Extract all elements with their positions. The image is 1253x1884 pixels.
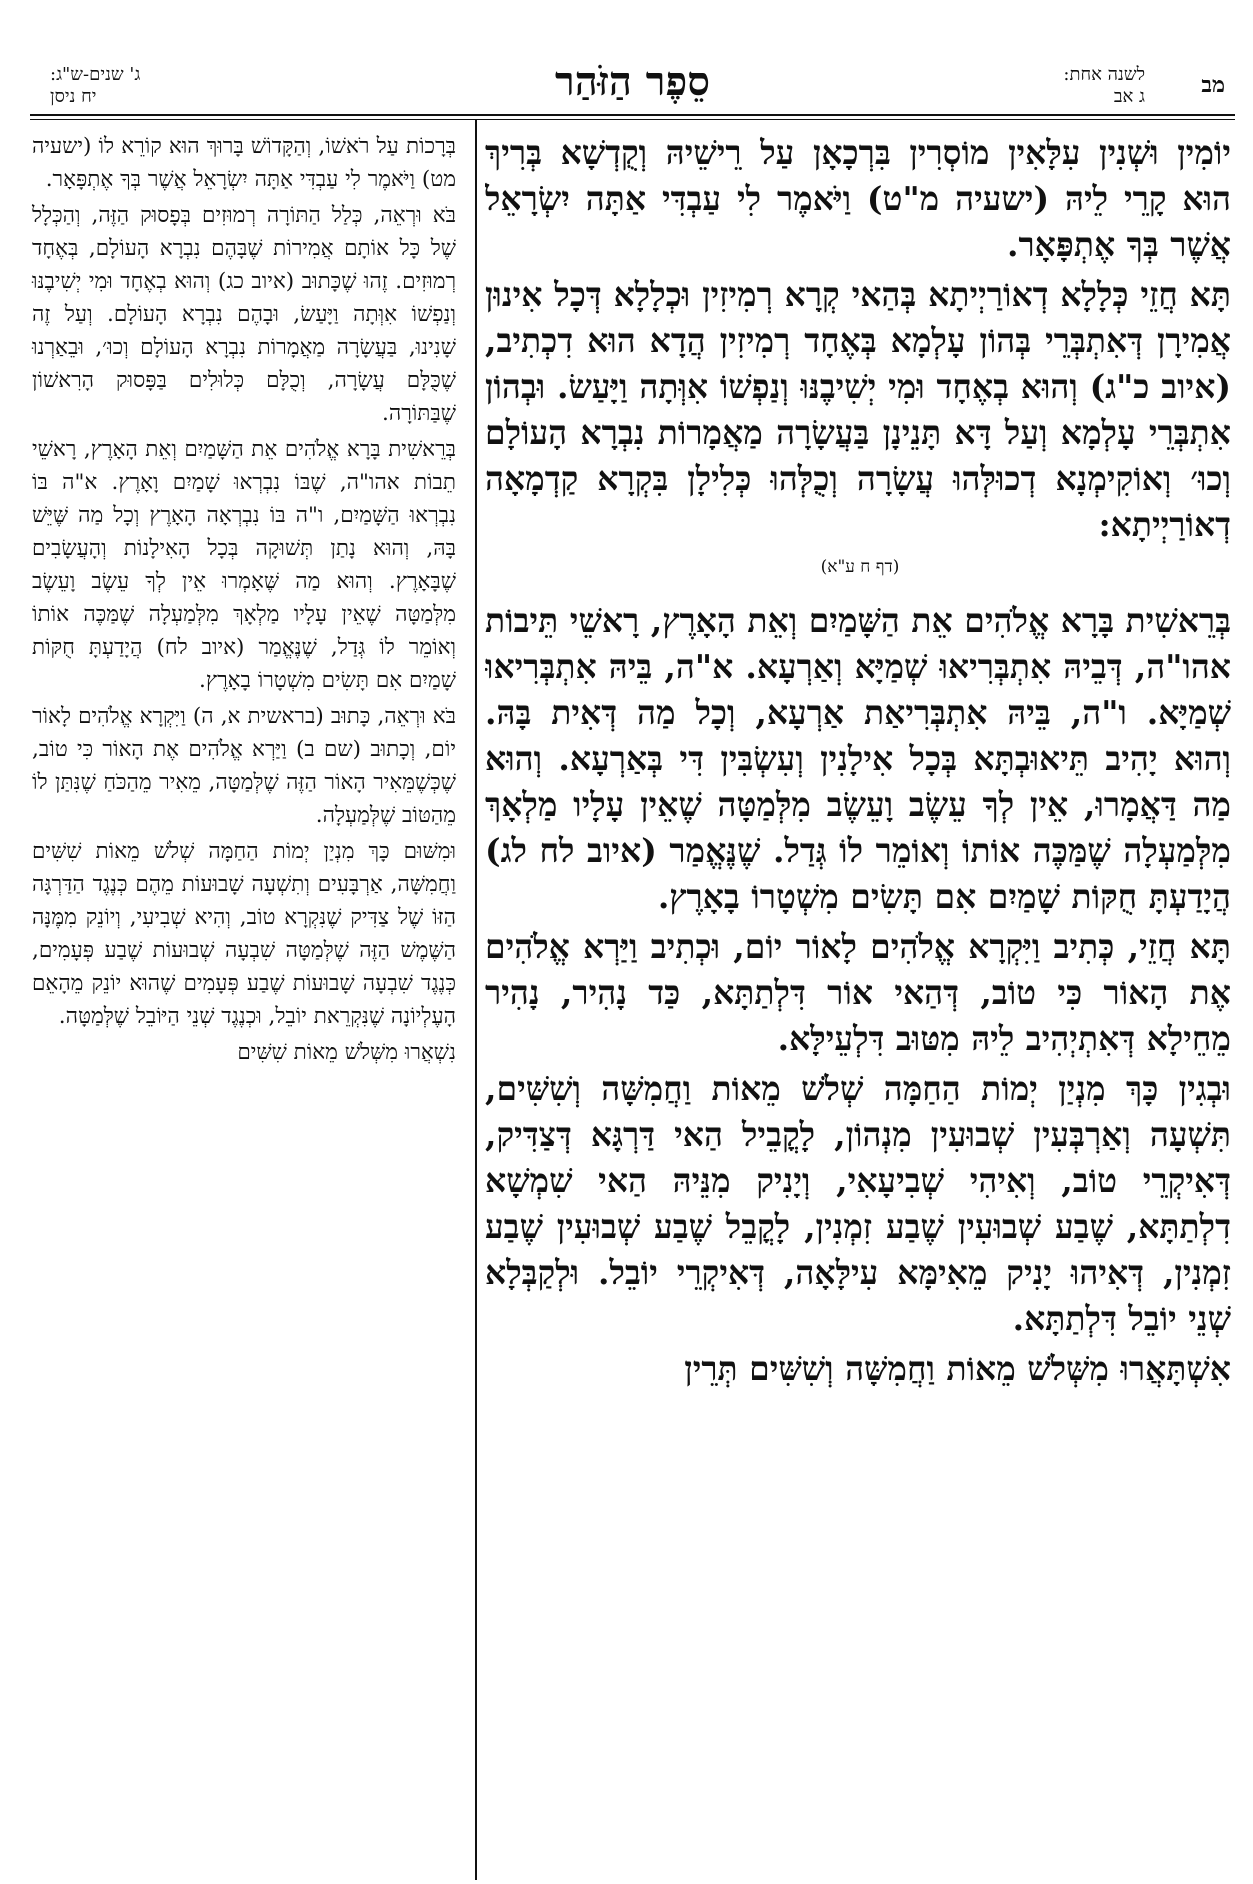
schedule-three-years [50,64,140,108]
book-title: סֵפֶר הַזֹּהַר [555,58,710,105]
commentary-paragraph: נִשְׁאֲרוּ מִשְּׁלֹשׁ מֵאוֹת שִׁשִּׁים [237,1040,456,1065]
schedule-one-year-date: ג אב [1113,86,1145,107]
main-paragraph: וּבְגִין כָּךְ מִנְיַן יְמוֹת הַחַמָּה שְׁלֹשׁ מֵאוֹת וַחֲמִשָּׁה וְשִׁשִּׁים, תִּשְׁעָה וְאַרְבְּעִין שְׁבוּעִין מִנְהוֹן, לָקֳבֵיל הַאי דַּרְגָּא דְּצַדִּיק, דְּאִיקְרֵי טוֹב, וְאִיהִי שְׁבִיעָאִי, וְיָנִיק מִנֵּיהּ הַאי שִׁמְשָׁא דִלְתַתָּא, שֶׁבַע שְׁבוּעִין שֶׁבַע זִמְנִין, לָקֳבֵל שֶׁבַע שְׁבוּעִין שֶׁבַע זִמְנִין, דְּאִיהוּ יָנִיק מֵאִימָּא עִילָּאָה, דְּאִיקְרֵי יוֹבֵל. וּלְקַבְּלָא שְׁנֵי יוֹבֵל דִּלְתַתָּא. [485,1069,1231,1338]
commentary-paragraph: וּמִשּׁוּם כָּךְ מִנְיַן יְמוֹת הַחַמָּה שְׁלֹשׁ מֵאוֹת שִׁשִּׁים וַחֲמִשָּׁה, אַרְבָּעִים וְתִשְׁעָה שָׁבוּעוֹת מֵהֶם כְּנֶגֶד הַדַּרְגָּה הַזּוֹ שֶׁל צַדִּיק שֶׁנִּקְרָא טוֹב, וְהִיא שְׁבִיעִי, וְיוֹנֵק מִמֶּנָּה הַשֶּׁמֶשׁ הַזֶּה שֶׁלְּמַטָּה שִׁבְעָה שְׁבוּעוֹת שֶׁבַע פְּעָמִים, כְּנֶגֶד שִׁבְעָה שָׁבוּעוֹת שֶׁבַע פְּעָמִים שֶׁהוּא יוֹנֵק מֵהָאֵם הָעֶלְיוֹנָה שֶׁנִּקְרֵאת יוֹבֵל, וּכְנֶגֶד שְׁנֵי הַיּוֹבֵל שֶׁלְּמַטָּה. [32,839,456,1029]
commentary-paragraph: בֹּא וּרְאֵה, כָּתוּב (בראשית א, ה) וַיִּקְרָא אֱלֹהִים לָאוֹר יוֹם, וְכָתוּב (שם ב) וַיַּרְא אֱלֹהִים אֶת הָאוֹר כִּי טוֹב, שֶׁכְּשֶׁמֵּאִיר הָאוֹר הַזֶּה שֶׁלְּמַטָּה, מֵאִיר מֵהַכֹּחַ שֶׁנִּתַּן לוֹ מֵהַטּוֹב שֶׁלְּמַעְלָה. [32,704,456,828]
main-paragraph: תָּא חֲזֵי כְּלָלָא דְאוֹרַיְיתָא בְּהַאי קְרָא רְמִיזִין וּכְלָלָא דְּכָל אִינוּן אֲמִירָן דְּאִתְבְּרֵי בְּהוֹן עָלְמָא בְּאֶחָד רְמִיזִין הֲדָא הוּא דִכְתִיב, (איוב כ"ג) וְהוּא בְאֶחָד וּמִי יְשִׁיבֶנּוּ וְנַפְשׁוֹ אִוְּתָה וַיָּעַשׂ. וּבְהוֹן אִתְבְּרֵי עָלְמָא וְעַל דָּא תָּנֵינָן בַּעֲשָׂרָה מַאֲמָרוֹת נִבְרָא הָעוֹלָם וְכוּ׳ וְאוֹקִימְנָא דְכוּלְּהוּ עֲשָׂרָה וְכֻלְּהוּ כְּלִילָן בִּקְרָא קַדְמָאָה דְאוֹרַיְיתָא: [485,275,1231,544]
page-number: מב [1201,72,1225,98]
main-paragraph: אִשְׁתָּאֲרוּ מִשְּׁלֹשׁ מֵאוֹת וַחֲמִשָּׁה וְשִׁשִּׁים תְּרֵין [684,1349,1231,1388]
commentary-paragraph: בְּרֵאשִׁית בָּרָא אֱלֹהִים אֵת הַשָּׁמַיִם וְאֵת הָאָרֶץ, רָאשֵׁי תֵבוֹת אהו"ה, שֶׁבּוֹ נִבְרְאוּ שָׁמַיִם וָאָרֶץ. א"ה בּוֹ נִבְרְאוּ הַשָּׁמַיִם, ו"ה בּוֹ נִבְרְאָה הָאָרֶץ וְכָל מַה שֶּׁיֵּשׁ בָּהּ, וְהוּא נָתַן תְּשׁוּקָה בְּכָל הָאִילָנוֹת וְהָעֲשָׂבִים שֶׁבָּאָרֶץ. וְהוּא מַה שֶּׁאָמְרוּ אֵין לְךָ עֵשֶׂב וָעֵשֶׂב מִלְּמַטָּה שֶׁאֵין עָלָיו מַלְאָךְ מִלְּמַעְלָה שֶׁמַּכֶּה אוֹתוֹ וְאוֹמֵר לוֹ גְּדַל, שֶׁנֶּאֱמַר (איוב לח) הֲיָדַעְתָּ חֻקּוֹת שָׁמַיִם אִם תָּשִׂים מִשְׁטָרוֹ בָאָרֶץ. [32,437,456,693]
schedule-three-years-label: ג' שנים-ש"ג: [50,64,141,85]
daf-reference: (דף ח ע"א) [820,557,900,577]
zohar-page [30,50,1235,1880]
main-text-column [485,130,1235,1870]
page-header [30,50,1235,115]
schedule-one-year-label: לשנה אחת: [1063,64,1145,85]
header-rule [30,114,1235,116]
commentary-column [30,130,460,1870]
main-paragraph: בְּרֵאשִׁית בָּרָא אֱלֹהִים אֵת הַשָּׁמַיִם וְאֵת הָאָרֶץ, רָאשֵׁי תֵּיבוֹת אהו"ה, דְּבֵיהּ אִתְבְּרִיאוּ שְׁמַיָּא וְאַרְעָא. א"ה, בֵּיהּ אִתְבְּרִיאוּ שְׁמַיָּא. ו"ה, בֵּיהּ אִתְבְּרִיאַת אַרְעָא, וְכָל מַה דְּאִית בָּהּ. וְהוּא יָהִיב תֵּיאוּבְתָּא בְּכָל אִילָנִין וְעִשְׂבִּין דִּי בְּאַרְעָא. וְהוּא מַה דַּאֲמָרוּ, אֵין לְךָ עֵשֶׂב וָעֵשֶׂב מִלְּמַטָּה שֶׁאֵין עָלָיו מַלְאָךְ מִלְּמַעְלָה שֶׁמַּכֶּה אוֹתוֹ וְאוֹמֵר לוֹ גְּדַל. שֶׁנֶּאֱמַר (איוב לח לג) הֲיָדַעְתָּ חֻקּוֹת שָׁמַיִם אִם תָּשִׂים מִשְׁטָרוֹ בָאָרֶץ. [485,601,1231,916]
column-divider [475,120,477,1880]
main-paragraph: תָּא חֲזֵי, כְּתִיב וַיִּקְרָא אֱלֹהִים לָאוֹר יוֹם, וּכְתִיב וַיַּרְא אֱלֹהִים אֶת הָאוֹר כִּי טוֹב, דְּהַאי אוֹר דִּלְתַתָּא, כַּד נָהִיר, נָהִיר מֵחֵילָא דְּאִתְיְהִיב לֵיהּ מִטּוּב דִּלְעֵילָּא. [485,927,1231,1058]
schedule-three-years-date: יח ניסן [50,86,97,107]
main-paragraph: יוֹמִין וּשְׁנִין עִלָּאִין מוֹסְרִין בִּרְכָאָן עַל רֵישֵׁיהּ וְקֻדְשָׁא בְּרִיךְ הוּא קָרֵי לֵיהּ (ישעיה מ"ט) וַיֹּאמֶר לִי עַבְדִּי אַתָּה יִשְׂרָאֵל אֲשֶׁר בְּךָ אֶתְפָּאָר. [485,133,1231,264]
commentary-paragraph: בְּרָכוֹת עַל רֹאשׁוֹ, וְהַקָּדוֹשׁ בָּרוּךְ הוּא קוֹרֵא לוֹ (ישעיה מט) וַיֹּאמֶר לִי עַבְדִּי אַתָּה יִשְׂרָאֵל אֲשֶׁר בְּךָ אֶתְפָּאָר. [32,134,456,192]
header-rule-thin [30,119,1235,120]
commentary-paragraph: בֹּא וּרְאֵה, כְּלַל הַתּוֹרָה רְמוּזִים בְּפָסוּק הַזֶּה, וְהַכְּלָל שֶׁל כָּל אוֹתָם אֲמִירוֹת שֶׁבָּהֶם נִבְרָא הָעוֹלָם, בְּאֶחָד רְמוּזִים. זֶהוּ שֶׁכָּתוּב (איוב כג) וְהוּא בְאֶחָד וּמִי יְשִׁיבֶנּוּ וְנַפְשׁוֹ אִוְּתָה וַיָּעַשׂ, וּבָהֶם נִבְרָא הָעוֹלָם. וְעַל זֶה שָׁנִינוּ, בַּעֲשָׂרָה מַאֲמָרוֹת נִבְרָא הָעוֹלָם וְכוּ׳, וּבֵאַרְנוּ שֶׁכֻּלָּם עֲשָׂרָה, וְכֻלָּם כְּלוּלִים בַּפָּסוּק הָרִאשׁוֹן שֶׁבַּתּוֹרָה. [32,203,456,426]
